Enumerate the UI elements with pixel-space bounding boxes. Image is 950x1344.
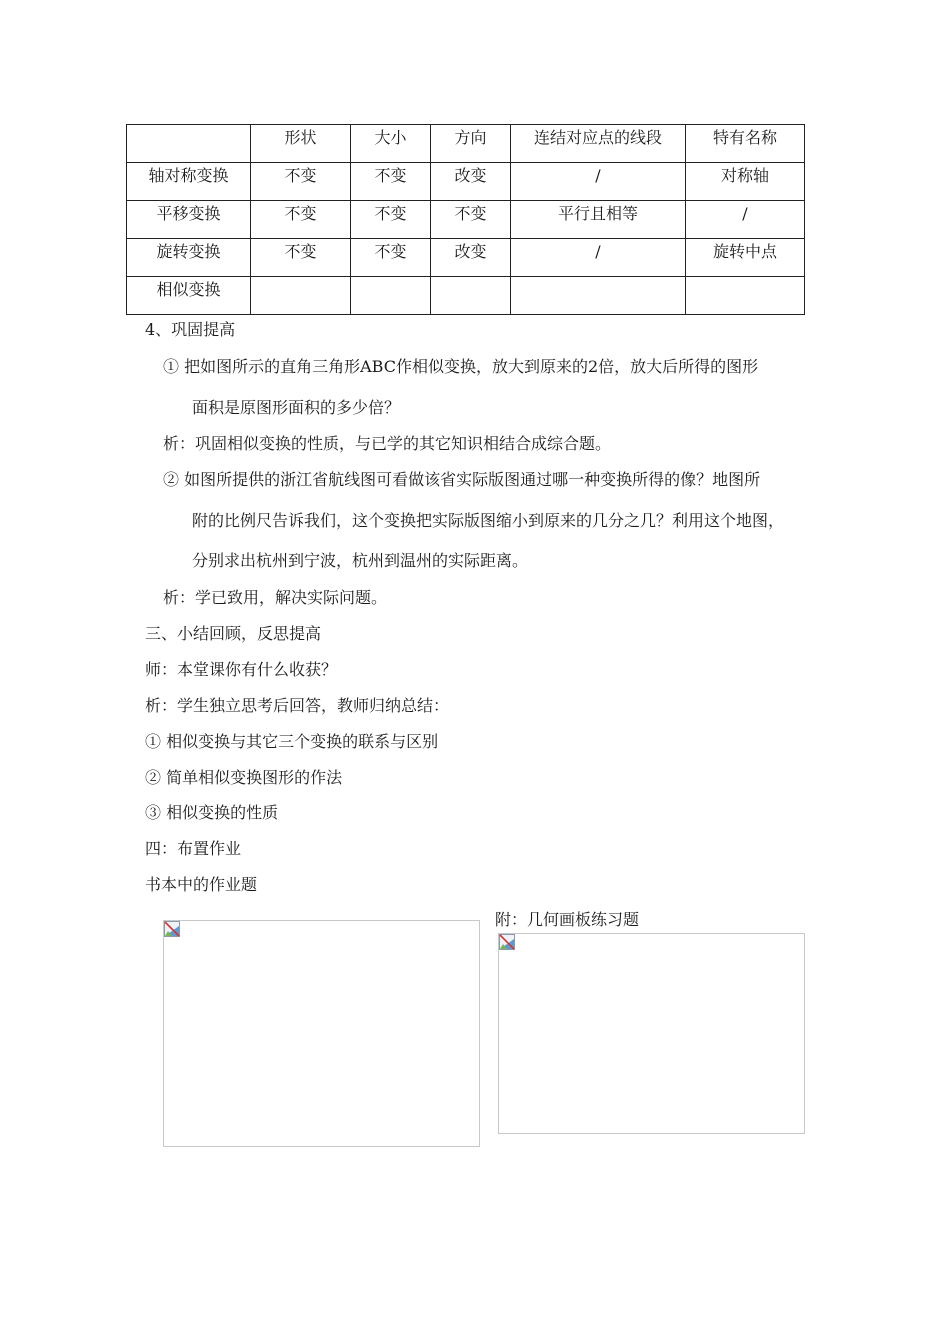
- image-placeholder: [498, 933, 805, 1134]
- table-cell: 不变: [351, 239, 431, 277]
- paragraph-line: 师：本堂课你有什么收获？: [145, 660, 338, 679]
- table-cell: [127, 125, 251, 163]
- table-cell: 改变: [431, 163, 511, 201]
- table-cell: 不变: [251, 239, 351, 277]
- table-header-row: [127, 125, 805, 163]
- analysis-line: 析：学生独立思考后回答，教师归纳总结：: [145, 696, 450, 715]
- section-heading: 4、巩固提高: [145, 320, 236, 339]
- table-cell: 旋转变换: [127, 239, 251, 277]
- table-row: [127, 163, 805, 201]
- table-cell: 对称轴: [686, 163, 805, 201]
- caption: 附：几何画板练习题: [495, 910, 640, 929]
- table-cell: 不变: [251, 163, 351, 201]
- table-cell: 连结对应点的线段: [511, 125, 686, 163]
- table-cell: 特有名称: [686, 125, 805, 163]
- paragraph-line: ② 如图所提供的浙江省航线图可看做该省实际版图通过哪一种变换所得的像？地图所: [163, 470, 761, 489]
- table-cell: 大小: [351, 125, 431, 163]
- table-cell: 旋转中点: [686, 239, 805, 277]
- paragraph-line: 面积是原图形面积的多少倍？: [192, 398, 401, 417]
- table-cell: 改变: [431, 239, 511, 277]
- list-item: ① 相似变换与其它三个变换的联系与区别: [145, 732, 439, 751]
- broken-image-icon: [499, 934, 515, 950]
- list-item: ③ 相似变换的性质: [145, 803, 279, 822]
- paragraph-line: 分别求出杭州到宁波，杭州到温州的实际距离。: [192, 551, 529, 570]
- table-row: [127, 239, 805, 277]
- table-cell: 不变: [351, 201, 431, 239]
- analysis-line: 析：巩固相似变换的性质，与已学的其它知识相结合成综合题。: [163, 434, 612, 453]
- paragraph-line: 书本中的作业题: [145, 875, 258, 894]
- paragraph-line: 附的比例尺告诉我们，这个变换把实际版图缩小到原来的几分之几？利用这个地图，: [192, 511, 785, 530]
- table-cell: [431, 277, 511, 315]
- table-cell: /: [511, 239, 686, 277]
- table-cell: [351, 277, 431, 315]
- table-cell: 不变: [351, 163, 431, 201]
- table-cell: [686, 277, 805, 315]
- table-cell: [251, 277, 351, 315]
- broken-image-icon: [164, 921, 180, 937]
- table-cell: 平移变换: [127, 201, 251, 239]
- section-heading: 四：布置作业: [145, 839, 242, 858]
- transform-comparison-table: [126, 124, 805, 315]
- table-cell: 方向: [431, 125, 511, 163]
- analysis-line: 析：学已致用，解决实际问题。: [163, 588, 388, 607]
- table-row: [127, 277, 805, 315]
- table-row: [127, 201, 805, 239]
- table-cell: [511, 277, 686, 315]
- list-item: ② 简单相似变换图形的作法: [145, 768, 343, 787]
- table-cell: 形状: [251, 125, 351, 163]
- image-placeholder: [163, 920, 480, 1147]
- table-cell: /: [511, 163, 686, 201]
- section-heading: 三、小结回顾，反思提高: [145, 624, 322, 643]
- table-cell: 不变: [431, 201, 511, 239]
- table-cell: 平行且相等: [511, 201, 686, 239]
- table-cell: /: [686, 201, 805, 239]
- table-cell: 不变: [251, 201, 351, 239]
- table-cell: 相似变换: [127, 277, 251, 315]
- table-cell: 轴对称变换: [127, 163, 251, 201]
- paragraph-line: ① 把如图所示的直角三角形ABC作相似变换，放大到原来的2倍，放大后所得的图形: [163, 357, 759, 376]
